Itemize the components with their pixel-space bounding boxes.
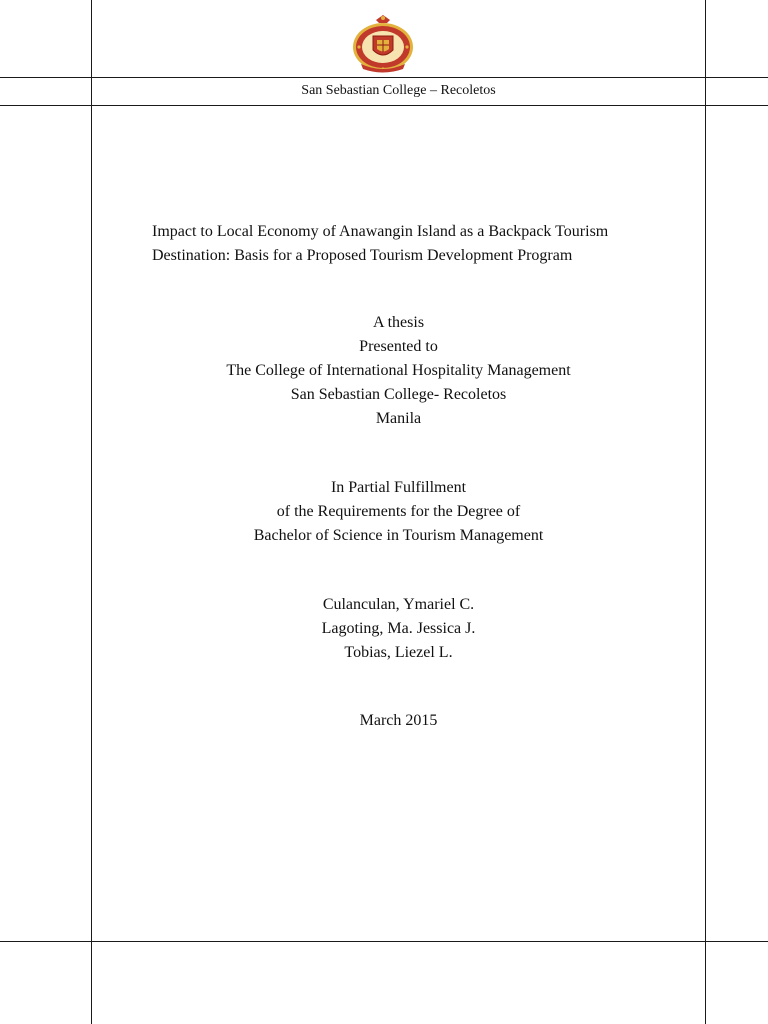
presentation-block	[92, 311, 705, 431]
header-top-rule	[0, 77, 768, 78]
presentation-line: A thesis	[372, 314, 425, 331]
submission-date: March 2015	[359, 712, 438, 729]
fulfillment-block	[92, 476, 705, 548]
authors-block	[92, 593, 705, 665]
header-bottom-rule	[0, 105, 768, 106]
presentation-line: The College of International Hospitality Management	[226, 362, 571, 379]
thesis-title-line-1: Impact to Local Economy of Anawangin Island as a Backpack Tourism	[152, 223, 609, 240]
fulfillment-line: of the Requirements for the Degree of	[276, 503, 521, 520]
fulfillment-line: Bachelor of Science in Tourism Management	[253, 527, 544, 544]
college-seal-icon	[349, 14, 417, 74]
footer-rule	[0, 941, 768, 942]
author-name: Culanculan, Ymariel C.	[322, 596, 475, 613]
right-margin-rule	[705, 0, 706, 1024]
thesis-title-line-2: Destination: Basis for a Proposed Tourism Development Program	[152, 247, 573, 264]
thesis-title	[152, 220, 692, 268]
author-name: Lagoting, Ma. Jessica J.	[321, 620, 476, 637]
fulfillment-line: In Partial Fulfillment	[330, 479, 467, 496]
presentation-line: San Sebastian College- Recoletos	[290, 386, 507, 403]
author-name: Tobias, Liezel L.	[344, 644, 453, 661]
presentation-line: Manila	[375, 410, 422, 427]
header-institution: San Sebastian College – Recoletos	[301, 83, 496, 98]
presentation-line: Presented to	[359, 338, 438, 355]
